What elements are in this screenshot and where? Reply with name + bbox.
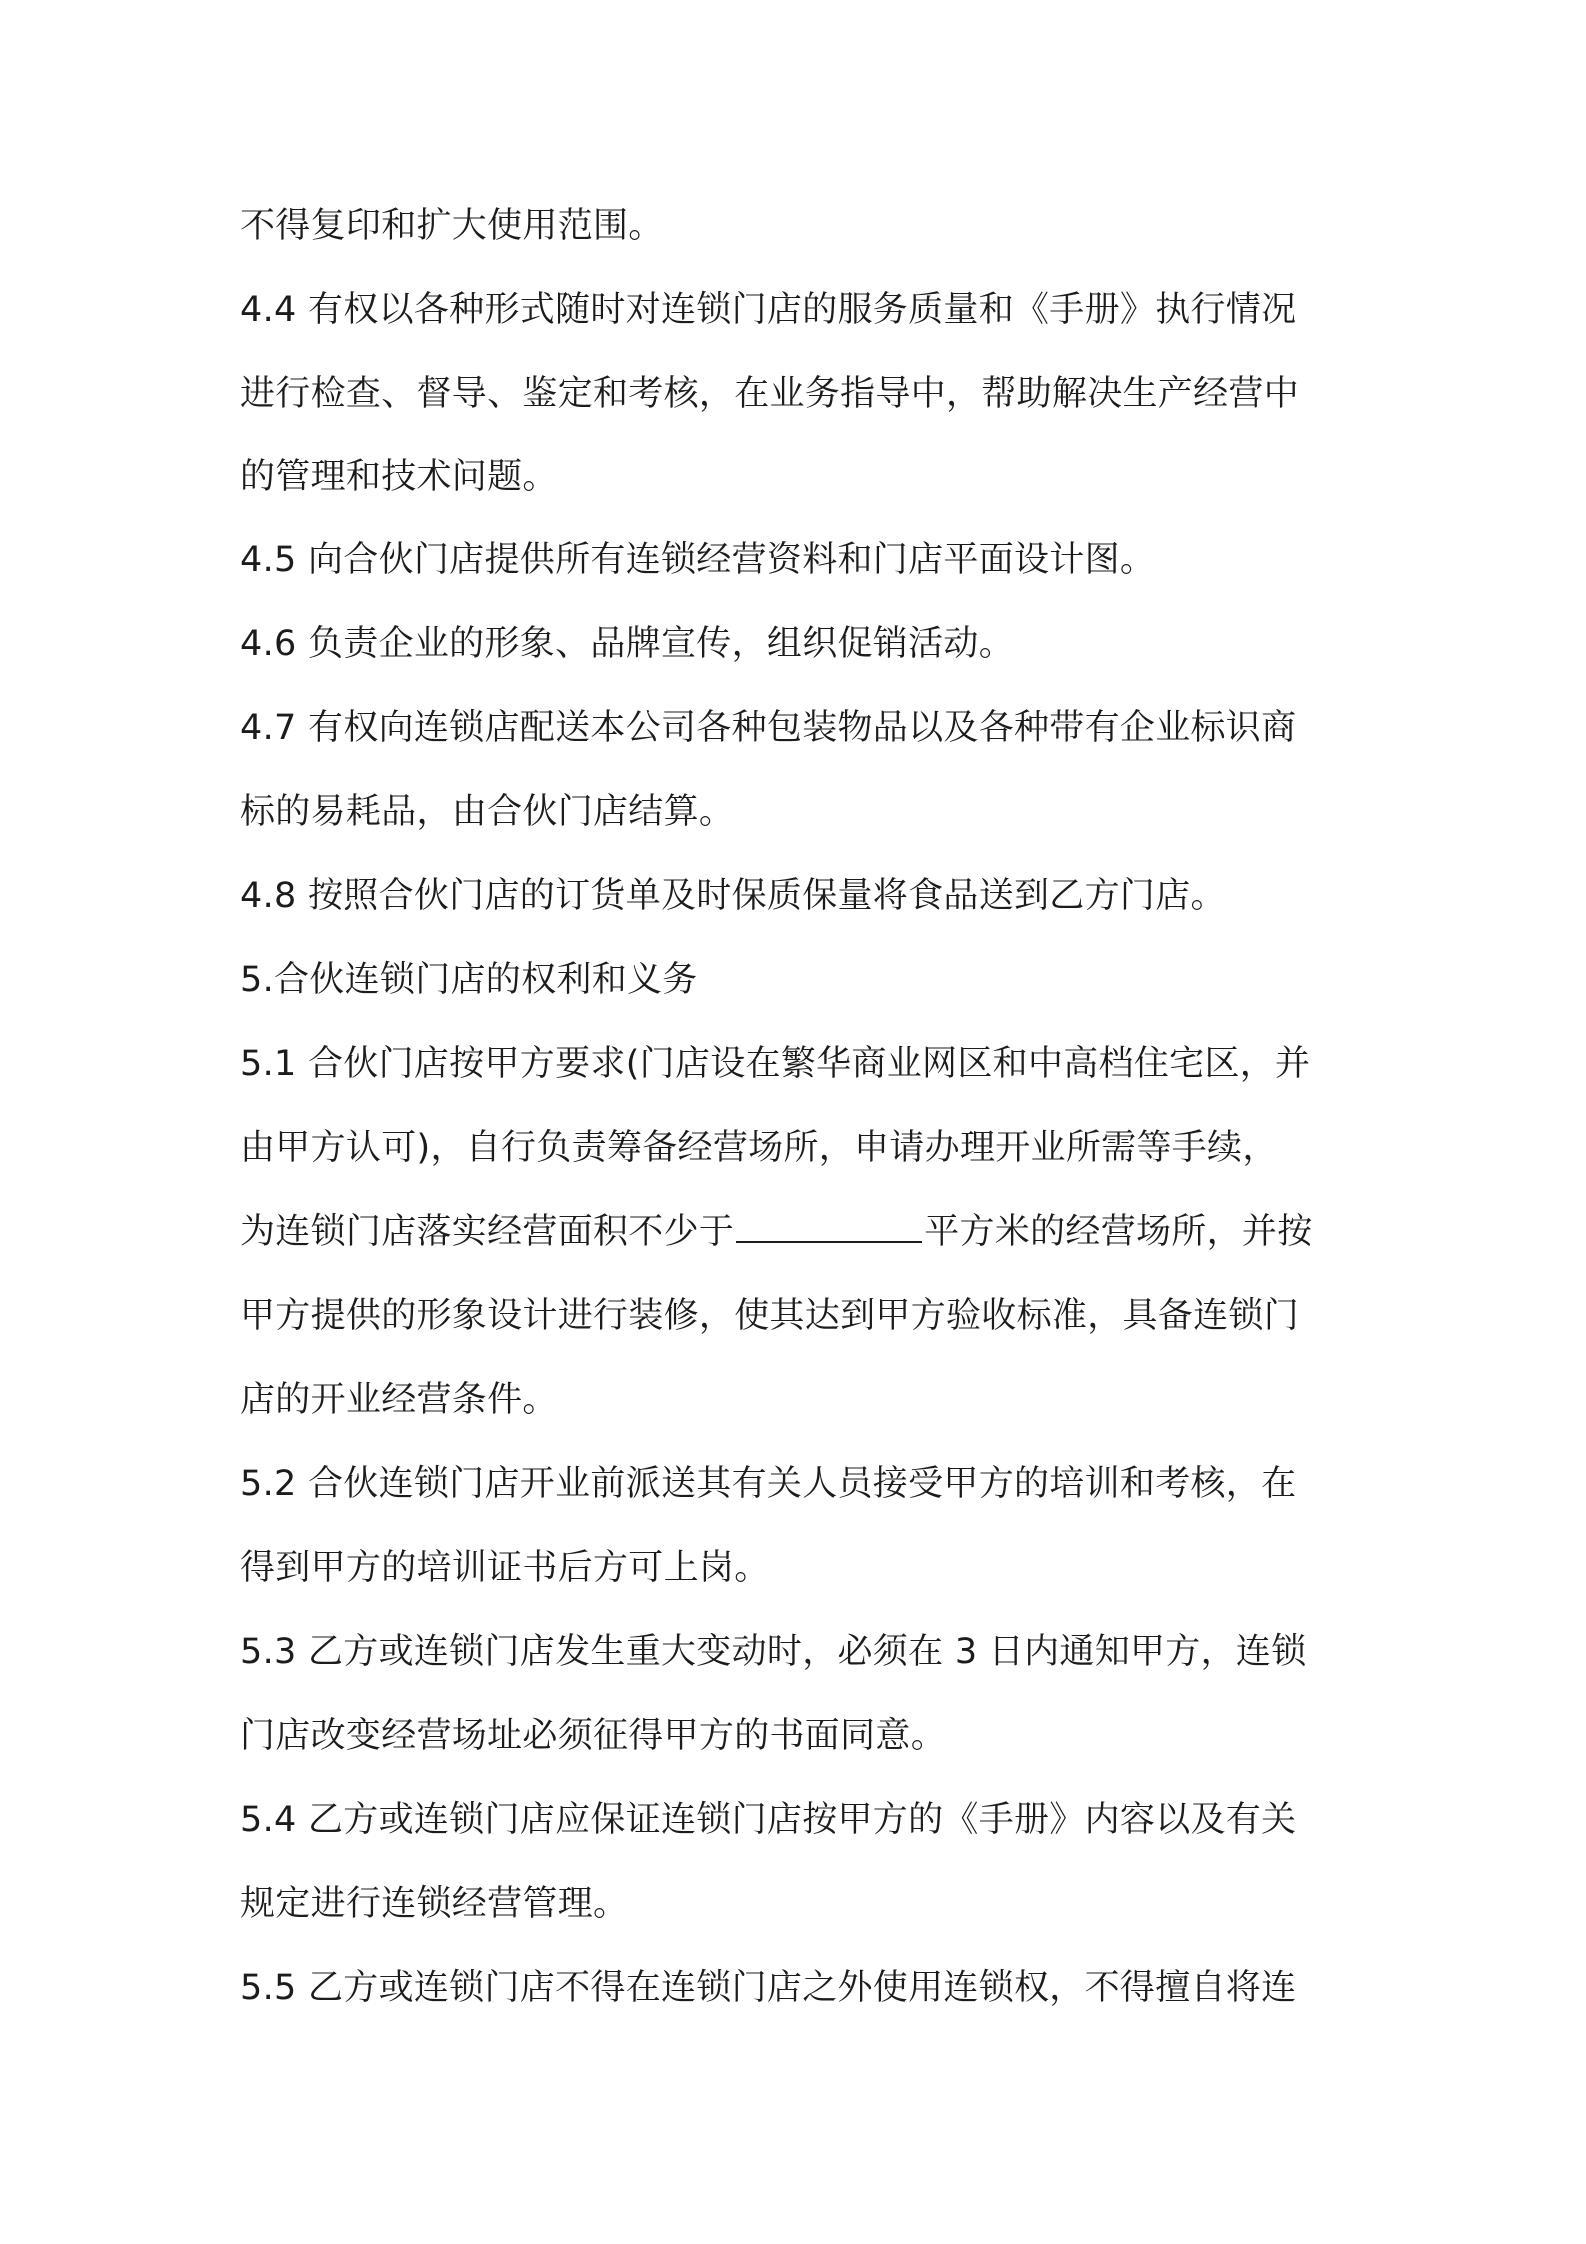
text-line: 不得复印和扩大使用范围。 [240, 206, 664, 246]
text-line: 得到甲方的培训证书后方可上岗。 [240, 1548, 770, 1588]
text-line: 5.3 乙方或连锁门店发生重大变动时，必须在 3 日内通知甲方，连锁 [240, 1632, 1307, 1672]
section-heading: 5.合伙连锁门店的权利和义务 [240, 960, 698, 1000]
text-line: 店的开业经营条件。 [240, 1380, 558, 1420]
text-line: 5.2 合伙连锁门店开业前派送其有关人员接受甲方的培训和考核，在 [240, 1464, 1297, 1504]
text-line: 5.1 合伙门店按甲方要求(门店设在繁华商业网区和中高档住宅区，并 [240, 1044, 1311, 1084]
text-line: 标的易耗品，由合伙门店结算。 [240, 792, 735, 832]
text-line: 甲方提供的形象设计进行装修，使其达到甲方验收标准，具备连锁门 [240, 1296, 1300, 1336]
text-line-with-blank [240, 1210, 1313, 1254]
text-line: 4.7 有权向连锁店配送本公司各种包装物品以及各种带有企业标识商 [240, 708, 1297, 748]
text-line: 4.8 按照合伙门店的订货单及时保质保量将食品送到乙方门店。 [240, 876, 1226, 916]
text-line: 4.6 负责企业的形象、品牌宣传，组织促销活动。 [240, 624, 1014, 664]
text-line: 5.4 乙方或连锁门店应保证连锁门店按甲方的《手册》内容以及有关 [240, 1800, 1297, 1840]
text-line: 的管理和技术问题。 [240, 457, 558, 497]
text-line: 5.5 乙方或连锁门店不得在连锁门店之外使用连锁权，不得擅自将连 [240, 1968, 1297, 2008]
text-line: 4.5 向合伙门店提供所有连锁经营资料和门店平面设计图。 [240, 540, 1156, 580]
text-line: 4.4 有权以各种形式随时对连锁门店的服务质量和《手册》执行情况 [240, 290, 1297, 330]
text-segment: 平方米的经营场所，并按 [924, 1212, 1313, 1252]
text-segment: 为连锁门店落实经营面积不少于 [240, 1212, 735, 1252]
fill-in-blank [736, 1211, 922, 1243]
text-line: 进行检查、督导、鉴定和考核，在业务指导中，帮助解决生产经营中 [240, 374, 1300, 414]
text-line: 由甲方认可)，自行负责筹备经营场所，申请办理开业所需等手续， [240, 1128, 1278, 1168]
text-line: 门店改变经营场址必须征得甲方的书面同意。 [240, 1716, 947, 1756]
text-line: 规定进行连锁经营管理。 [240, 1884, 629, 1924]
